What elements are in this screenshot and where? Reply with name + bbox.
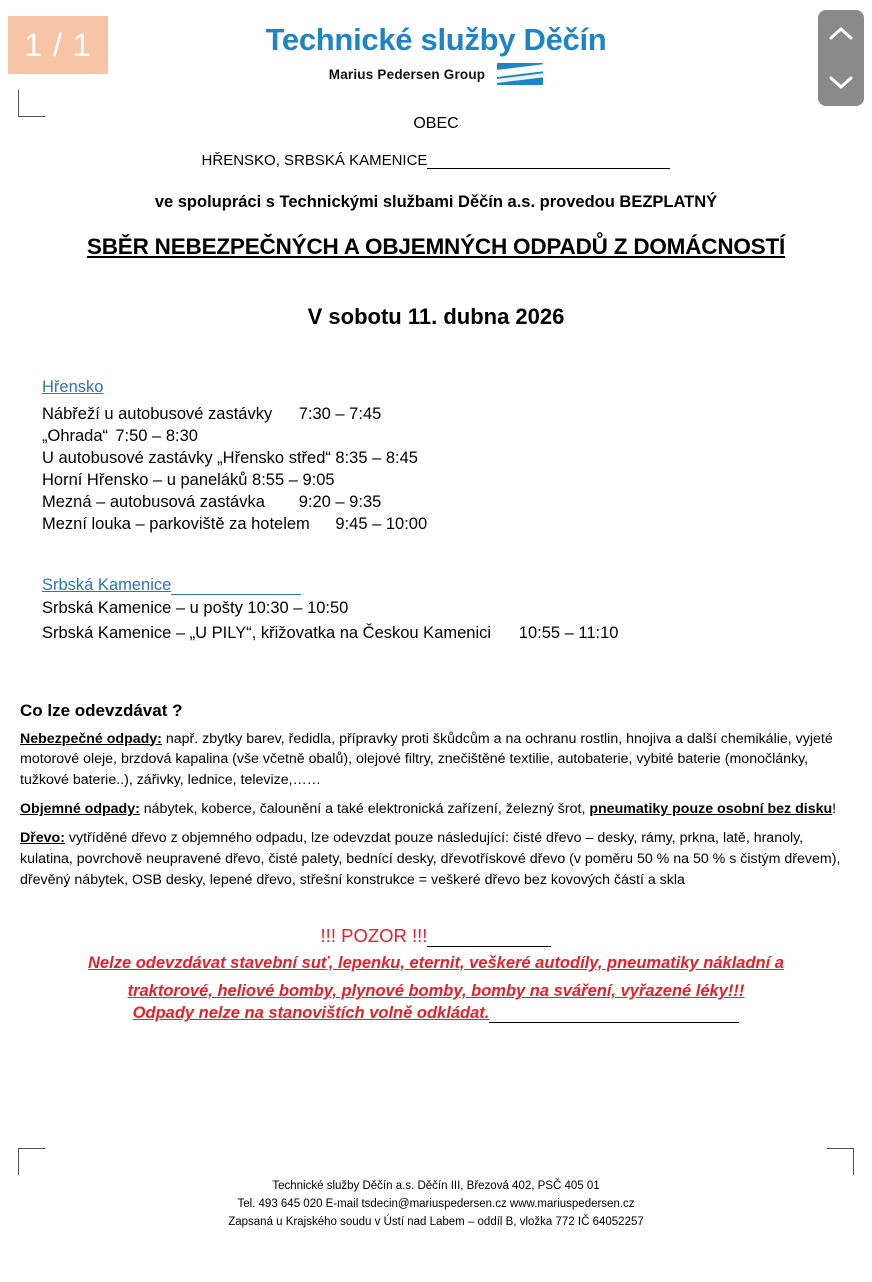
list-item: „Ohrada“ 7:50 – 8:30 — [42, 426, 198, 445]
location-name-row — [42, 576, 852, 595]
list-item: U autobusové zastávky „Hřensko střed“ 8:35 – 8:45 — [42, 448, 418, 467]
scroll-controls[interactable] — [818, 10, 864, 106]
warning-line-3-underline — [489, 1008, 739, 1023]
group-row — [20, 63, 852, 85]
list-item: Srbská Kamenice – „U PILY“, křižovatka na Českou Kamenici 10:55 – 11:10 — [42, 623, 619, 642]
list-item: Mezní louka – parkoviště za hotelem 9:45 – 10:00 — [42, 514, 428, 533]
location-block-hrensko — [20, 378, 852, 536]
list-item: Mezná – autobusová zastávka 9:20 – 9:35 — [42, 492, 382, 511]
obec-label: OBEC — [413, 115, 459, 132]
location-name-underline — [171, 581, 301, 595]
warning-title-underline — [427, 932, 551, 947]
crop-mark-top-left — [18, 90, 45, 117]
accepted-item-label: Dřevo: — [20, 830, 65, 846]
warning-title-row — [20, 925, 852, 947]
page-indicator: 1 / 1 — [8, 16, 108, 74]
marius-pedersen-flag-icon — [497, 63, 543, 85]
event-date: V sobotu 11. dubna 2026 — [307, 304, 565, 329]
villages-label: HŘENSKO, SRBSKÁ KAMENICE — [201, 152, 428, 169]
accepted-item-text: vytříděné dřevo z objemného odpadu, lze odevzdat pouze následující: čisté dřevo – desky, rámy, prkna, latě, hranoly, kulatina, povrchově neupravené dřevo, čisté palety, bednící desky, dřevotřískové dřevo (v poměru 50 % na 50 % s čistým dřevem), dřevěný nábytek, OSB desky, lepené dřevo, střešní konstrukce = veškeré dřevo bez kovových částí a skla — [20, 830, 841, 888]
accepted-item-hazardous — [20, 729, 852, 792]
chevron-up-icon[interactable] — [826, 19, 856, 49]
accepted-item-emphasis: pneumatiky pouze osobní bez disku — [589, 801, 833, 818]
location-name: Hřensko — [42, 378, 104, 396]
warning-line-3-row — [20, 1004, 852, 1023]
group-name: Marius Pedersen Group — [328, 66, 486, 82]
crop-mark-bottom-left — [18, 1148, 45, 1175]
warning-line-1: Nelze odevzdávat stavební suť, lepenku, eternit, veškeré autodíly, pneumatiky nákladní a — [88, 953, 784, 972]
warning-line-3: Odpady nelze na stanovištích volně odkládat. — [132, 1004, 490, 1023]
accepted-heading: Co lze odevzdávat ? — [20, 700, 183, 720]
list-item: Horní Hřensko – u paneláků 8:55 – 9:05 — [42, 470, 335, 489]
document-content — [20, 8, 852, 1023]
accepted-item-wood — [20, 828, 852, 891]
accepted-item-bulky — [20, 799, 852, 820]
list-item: Nábřeží u autobusové zastávky 7:30 – 7:45 — [42, 405, 382, 423]
list-item: Srbská Kamenice – u pošty 10:30 – 10:50 — [42, 598, 349, 617]
page-title: SBĚR NEBEZPEČNÝCH A OBJEMNÝCH ODPADŮ Z DOMÁCNOSTÍ — [86, 234, 786, 259]
company-logo — [20, 8, 852, 85]
document-footer — [0, 1178, 872, 1231]
chevron-down-icon[interactable] — [826, 67, 856, 97]
crop-mark-bottom-right — [827, 1148, 854, 1175]
footer-line-1: Technické služby Děčín a.s. Děčín III, Březová 402, PSČ 405 01 — [272, 1180, 600, 1192]
footer-line-3: Zapsaná u Krajského soudu v Ústí nad Labem – oddíl B, vložka 772 IČ 64052257 — [228, 1215, 644, 1228]
location-block-srbska-kamenice — [20, 576, 852, 645]
accepted-item-text: např. zbytky barev, ředidla, přípravky proti škůdcům a na ochranu rostlin, hnojiva a další chemikálie, vyjeté motorové oleje, brzdová kapalina (vše včetně obalů), olejové filtry, znečištěné textilie, autobaterie, vybité baterie (monočlánky, tužkové baterie..), zářivky, lednice, televize,…… — [20, 730, 833, 789]
accepted-item-text-before: nábytek, koberce, čalounění a také elektronická zařízení, železný šrot, — [139, 801, 590, 818]
villages-row — [20, 152, 852, 169]
warning-line-2: traktorové, heliové bomby, plynové bomby, bomby na sváření, vyřazené léky!!! — [127, 982, 745, 1001]
location-name: Srbská Kamenice — [42, 575, 172, 594]
cooperation-line: ve spolupráci s Technickými službami Děčín a.s. provedou BEZPLATNÝ — [154, 193, 718, 211]
villages-underline — [427, 154, 670, 169]
company-name: Technické služby Děčín — [265, 22, 607, 57]
accepted-item-label: Objemné odpady: — [20, 801, 140, 818]
accepted-item-label: Nebezpečné odpady: — [20, 730, 162, 747]
footer-line-2: Tel. 493 645 020 E-mail tsdecin@mariuspedersen.cz www.mariuspedersen.cz — [237, 1197, 635, 1210]
accepted-item-text-after: ! — [832, 801, 837, 818]
warning-title: !!! POZOR !!! — [320, 924, 428, 946]
